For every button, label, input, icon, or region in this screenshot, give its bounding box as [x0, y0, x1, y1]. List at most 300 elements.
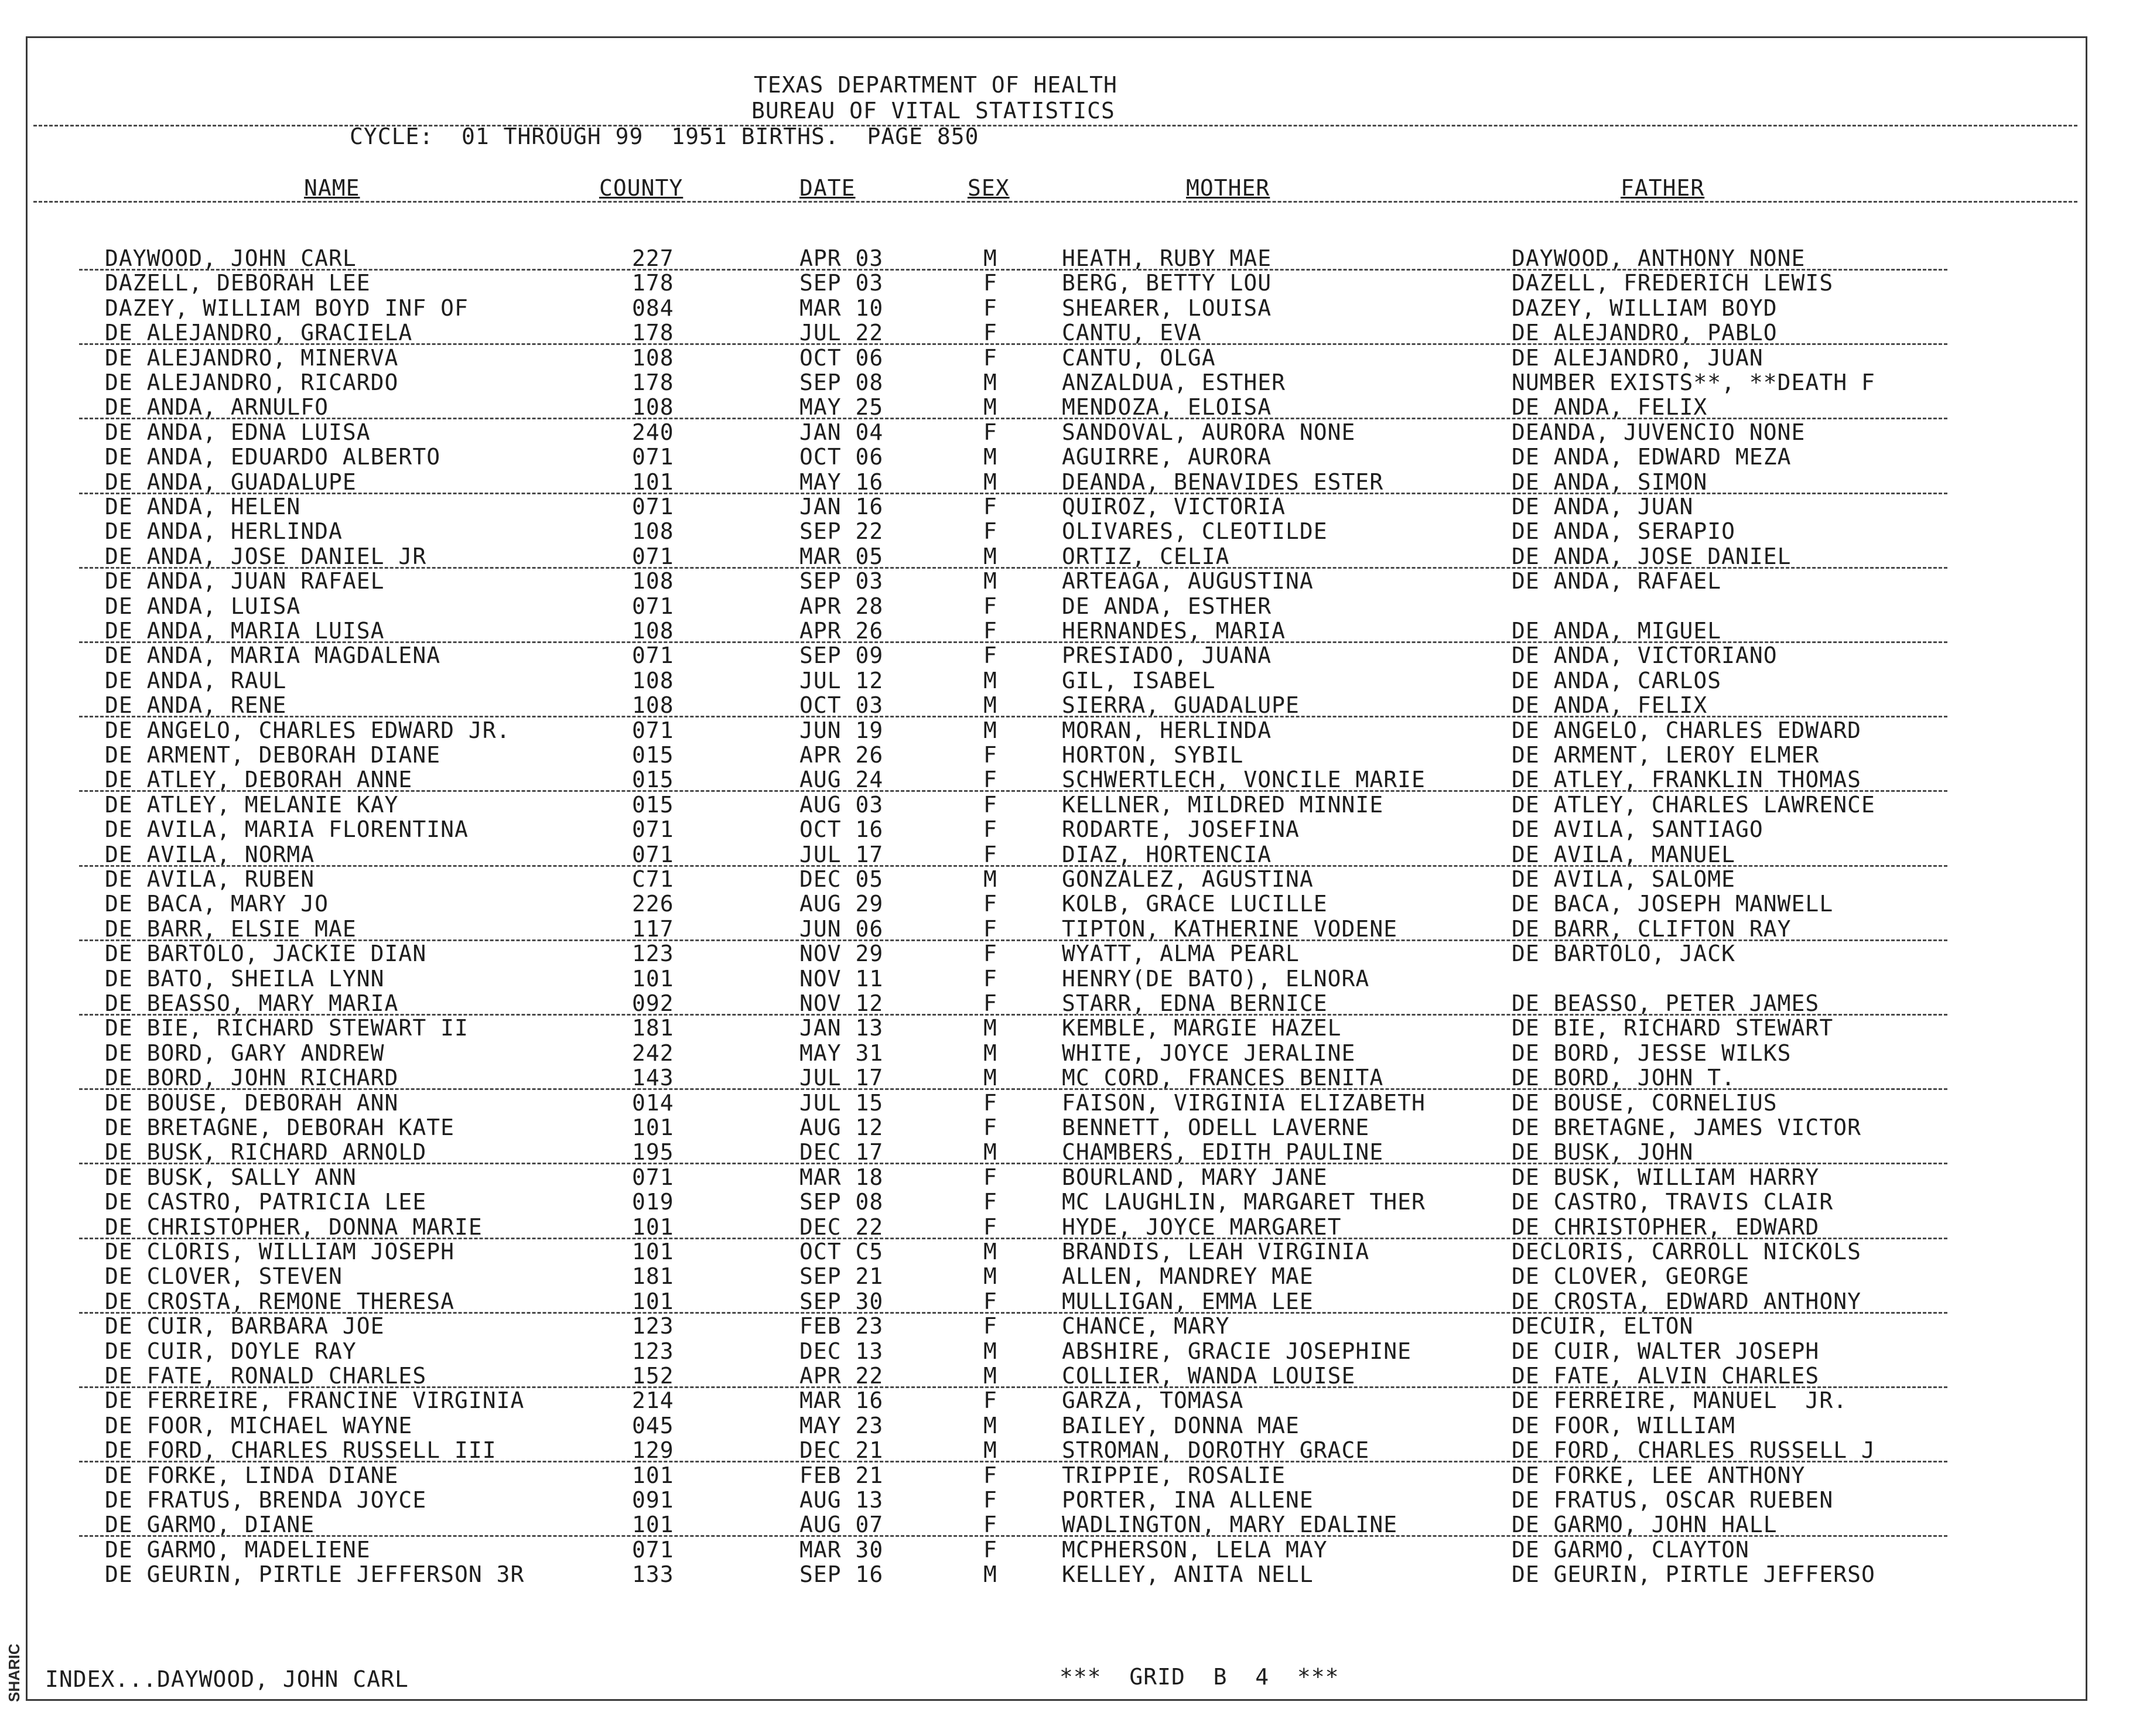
table-row — [28, 495, 2086, 520]
table-row — [28, 569, 2086, 594]
row-sex: M — [983, 667, 997, 693]
row-name: DE ANDA, EDUARDO ALBERTO — [105, 444, 441, 470]
table-row — [28, 1016, 2086, 1041]
table-row — [28, 942, 2086, 966]
row-father: DE ANDA, VICTORIANO — [1512, 643, 1778, 669]
row-mother: BAILEY, DONNA MAE — [1062, 1412, 1300, 1438]
row-father: DE CHRISTOPHER, EDWARD — [1512, 1214, 1820, 1240]
row-name: DE ALEJANDRO, MINERVA — [105, 344, 399, 371]
row-county: 092 — [632, 990, 674, 1016]
table-row — [28, 1215, 2086, 1240]
row-date: OCT 06 — [799, 344, 884, 371]
row-name: DAYWOOD, JOHN CARL — [105, 245, 357, 271]
row-sex: M — [983, 692, 997, 719]
row-father: DE FOOR, WILLIAM — [1512, 1412, 1736, 1438]
row-mother: MENDOZA, ELOISA — [1062, 394, 1272, 421]
row-father: DAYWOOD, ANTHONY NONE — [1512, 245, 1806, 271]
row-name: DE BRETAGNE, DEBORAH KATE — [105, 1115, 454, 1140]
row-name: DE GARMO, DIANE — [105, 1512, 315, 1538]
row-mother: KEMBLE, MARGIE HAZEL — [1062, 1015, 1342, 1041]
side-label: SHARIC — [5, 1643, 23, 1702]
record-list — [28, 38, 2086, 1699]
header-title: TEXAS DEPARTMENT OF HEALTH — [754, 72, 1117, 98]
row-mother: PORTER, INA ALLENE — [1062, 1487, 1314, 1513]
row-name: DE FERREIRE, FRANCINE VIRGINIA — [105, 1388, 525, 1414]
row-name: DE CUIR, DOYLE RAY — [105, 1338, 357, 1364]
row-mother: DIAZ, HORTENCIA — [1062, 841, 1272, 867]
table-row — [28, 1339, 2086, 1364]
row-sex: M — [983, 1412, 997, 1438]
row-date: SEP 30 — [799, 1288, 884, 1314]
row-date: SEP 08 — [799, 370, 884, 395]
row-sex: M — [983, 543, 997, 569]
row-name: DE ANDA, MARIA MAGDALENA — [105, 643, 441, 669]
table-row — [28, 619, 2086, 644]
row-mother: STROMAN, DOROTHY GRACE — [1062, 1437, 1370, 1464]
row-name: DE CASTRO, PATRICIA LEE — [105, 1189, 427, 1215]
row-sex: F — [983, 295, 997, 321]
row-county: 195 — [632, 1139, 674, 1166]
row-county: 071 — [632, 444, 674, 470]
row-mother: BERG, BETTY LOU — [1062, 270, 1272, 296]
table-row — [28, 1364, 2086, 1389]
row-name: DE ANDA, JOSE DANIEL JR — [105, 543, 427, 569]
row-date: MAY 16 — [799, 469, 884, 495]
row-county: 045 — [632, 1412, 674, 1438]
report-page — [26, 36, 2087, 1701]
row-mother: SANDOVAL, AURORA NONE — [1062, 419, 1356, 445]
row-mother: DE ANDA, ESTHER — [1062, 593, 1272, 619]
row-name: DE ANDA, MARIA LUISA — [105, 618, 385, 644]
table-row — [28, 644, 2086, 668]
row-county: 178 — [632, 270, 674, 296]
row-county: 101 — [632, 1462, 674, 1488]
row-mother: WHITE, JOYCE JERALINE — [1062, 1040, 1356, 1066]
table-row — [28, 1066, 2086, 1091]
row-father: DE BOUSE, CORNELIUS — [1512, 1089, 1778, 1116]
row-father: DE ANDA, EDWARD MEZA — [1512, 444, 1792, 470]
row-mother: GARZA, TOMASA — [1062, 1388, 1244, 1414]
row-date: FEB 23 — [799, 1313, 884, 1339]
row-date: NOV 12 — [799, 990, 884, 1016]
row-name: DE BEASSO, MARY MARIA — [105, 990, 399, 1016]
table-row — [28, 1488, 2086, 1513]
row-sex: F — [983, 1089, 997, 1116]
row-county: 101 — [632, 1115, 674, 1140]
row-father: DE BUSK, WILLIAM HARRY — [1512, 1164, 1820, 1190]
table-row — [28, 818, 2086, 842]
row-county: 101 — [632, 965, 674, 992]
row-father: DE CASTRO, TRAVIS CLAIR — [1512, 1189, 1834, 1215]
row-mother: CHANCE, MARY — [1062, 1313, 1230, 1339]
row-county: 123 — [632, 1338, 674, 1364]
row-mother: BRANDIS, LEAH VIRGINIA — [1062, 1239, 1370, 1265]
row-mother: GONZALEZ, AGUSTINA — [1062, 866, 1314, 892]
table-row — [28, 1389, 2086, 1413]
row-county: 101 — [632, 1214, 674, 1240]
table-row — [28, 967, 2086, 992]
table-row — [28, 1414, 2086, 1438]
row-sex: F — [983, 891, 997, 917]
row-father: DE GEURIN, PIRTLE JEFFERSO — [1512, 1561, 1875, 1588]
footer-grid: *** GRID B 4 *** — [1059, 1664, 1339, 1690]
row-sex: M — [983, 1139, 997, 1166]
row-sex: F — [983, 965, 997, 992]
row-county: 129 — [632, 1437, 674, 1464]
row-father: DE ANDA, JUAN — [1512, 494, 1694, 520]
table-row — [28, 768, 2086, 792]
table-row — [28, 1290, 2086, 1314]
row-county: 084 — [632, 295, 674, 321]
row-mother: ALLEN, MANDREY MAE — [1062, 1263, 1314, 1290]
row-date: JAN 13 — [799, 1015, 884, 1041]
row-mother: RODARTE, JOSEFINA — [1062, 816, 1300, 843]
row-sex: M — [983, 1040, 997, 1066]
row-father: DE ARMENT, LEROY ELMER — [1512, 742, 1820, 768]
row-father: DE FATE, ALVIN CHARLES — [1512, 1363, 1820, 1389]
row-sex: F — [983, 1512, 997, 1538]
row-sex: F — [983, 518, 997, 545]
row-sex: M — [983, 1338, 997, 1364]
table-row — [28, 917, 2086, 942]
table-row — [28, 321, 2086, 346]
row-father: DE CUIR, WALTER JOSEPH — [1512, 1338, 1820, 1364]
row-name: DE BARTOLO, JACKIE DIAN — [105, 941, 427, 967]
row-sex: M — [983, 444, 997, 470]
row-county: 071 — [632, 1164, 674, 1190]
row-name: DE FORKE, LINDA DIANE — [105, 1462, 399, 1488]
row-date: DEC 22 — [799, 1214, 884, 1240]
table-row — [28, 1091, 2086, 1116]
row-mother: BENNETT, ODELL LAVERNE — [1062, 1115, 1370, 1140]
row-name: DE ANGELO, CHARLES EDWARD JR. — [105, 717, 511, 743]
row-father: DE BACA, JOSEPH MANWELL — [1512, 891, 1834, 917]
row-mother: HERNANDES, MARIA — [1062, 618, 1286, 644]
row-sex: F — [983, 791, 997, 818]
row-name: DE BUSK, SALLY ANN — [105, 1164, 357, 1190]
row-father: DE ATLEY, CHARLES LAWRENCE — [1512, 791, 1875, 818]
row-county: 071 — [632, 717, 674, 743]
row-county: 123 — [632, 941, 674, 967]
row-mother: CANTU, OLGA — [1062, 344, 1216, 371]
row-county: 226 — [632, 891, 674, 917]
row-county: 101 — [632, 1288, 674, 1314]
row-county: 015 — [632, 767, 674, 793]
row-mother: ABSHIRE, GRACIE JOSEPHINE — [1062, 1338, 1411, 1364]
row-father: DE CLOVER, GEORGE — [1512, 1263, 1749, 1290]
row-sex: M — [983, 1015, 997, 1041]
cycle-line: CYCLE: 01 THROUGH 99 1951 BIRTHS. PAGE 850 — [350, 124, 979, 149]
header-subtitle: BUREAU OF VITAL STATISTICS — [751, 98, 1115, 124]
row-father: DAZELL, FREDERICH LEWIS — [1512, 270, 1834, 296]
row-sex: F — [983, 270, 997, 296]
row-date: AUG 29 — [799, 891, 884, 917]
row-county: 019 — [632, 1189, 674, 1215]
row-father: DE AVILA, MANUEL — [1512, 841, 1736, 867]
row-father: DE ALEJANDRO, PABLO — [1512, 320, 1778, 346]
row-date: SEP 21 — [799, 1263, 884, 1290]
row-sex: F — [983, 1164, 997, 1190]
col-header-county: COUNTY — [599, 175, 683, 201]
row-mother: MCPHERSON, LELA MAY — [1062, 1536, 1328, 1563]
row-sex: F — [983, 841, 997, 867]
row-mother: TIPTON, KATHERINE VODENE — [1062, 915, 1398, 942]
col-header-sex: SEX — [968, 175, 1010, 201]
row-father: DE FORD, CHARLES RUSSELL J — [1512, 1437, 1875, 1464]
row-name: DE ANDA, RENE — [105, 692, 287, 719]
row-name: DE ANDA, ARNULFO — [105, 394, 329, 421]
row-name: DE FOOR, MICHAEL WAYNE — [105, 1412, 413, 1438]
row-sex: F — [983, 767, 997, 793]
row-father: DE ANGELO, CHARLES EDWARD — [1512, 717, 1861, 743]
row-date: NOV 29 — [799, 941, 884, 967]
row-father: DE ALEJANDRO, JUAN — [1512, 344, 1763, 371]
table-row — [28, 271, 2086, 296]
row-county: 071 — [632, 643, 674, 669]
row-date: SEP 16 — [799, 1561, 884, 1588]
row-county: 071 — [632, 841, 674, 867]
row-mother: SHEARER, LOUISA — [1062, 295, 1272, 321]
row-date: AUG 13 — [799, 1487, 884, 1513]
row-sex: F — [983, 742, 997, 768]
table-row — [28, 867, 2086, 892]
row-county: 101 — [632, 469, 674, 495]
row-sex: F — [983, 320, 997, 346]
row-mother: SCHWERTLECH, VONCILE MARIE — [1062, 767, 1426, 793]
row-date: OCT 03 — [799, 692, 884, 719]
row-date: MAY 25 — [799, 394, 884, 421]
row-name: DE BARR, ELSIE MAE — [105, 915, 357, 942]
row-county: 014 — [632, 1089, 674, 1116]
row-name: DAZELL, DEBORAH LEE — [105, 270, 371, 296]
row-mother: KOLB, GRACE LUCILLE — [1062, 891, 1328, 917]
row-sex: F — [983, 593, 997, 619]
row-date: APR 28 — [799, 593, 884, 619]
row-mother: TRIPPIE, ROSALIE — [1062, 1462, 1286, 1488]
table-row — [28, 371, 2086, 395]
row-county: 071 — [632, 1536, 674, 1563]
row-sex: F — [983, 618, 997, 644]
row-father: DEANDA, JUVENCIO NONE — [1512, 419, 1806, 445]
row-sex: F — [983, 915, 997, 942]
table-row — [28, 296, 2086, 321]
table-row — [28, 470, 2086, 495]
row-father: DE ANDA, SERAPIO — [1512, 518, 1736, 545]
row-sex: M — [983, 568, 997, 594]
table-row — [28, 445, 2086, 470]
row-father: DE ANDA, RAFAEL — [1512, 568, 1722, 594]
table-row — [28, 1438, 2086, 1463]
row-name: DE ANDA, RAUL — [105, 667, 287, 693]
row-sex: M — [983, 1437, 997, 1464]
table-row — [28, 719, 2086, 743]
row-sex: F — [983, 990, 997, 1016]
row-county: 108 — [632, 667, 674, 693]
row-sex: M — [983, 1263, 997, 1290]
row-date: OCT C5 — [799, 1239, 884, 1265]
table-row — [28, 693, 2086, 718]
row-mother: HYDE, JOYCE MARGARET — [1062, 1214, 1342, 1240]
row-mother: CHAMBERS, EDITH PAULINE — [1062, 1139, 1384, 1166]
row-father: DE BARTOLO, JACK — [1512, 941, 1736, 967]
row-date: JAN 16 — [799, 494, 884, 520]
row-name: DAZEY, WILLIAM BOYD INF OF — [105, 295, 469, 321]
row-date: MAR 10 — [799, 295, 884, 321]
row-father: DE BRETAGNE, JAMES VICTOR — [1512, 1115, 1861, 1140]
row-name: DE FATE, RONALD CHARLES — [105, 1363, 427, 1389]
row-county: 101 — [632, 1239, 674, 1265]
row-date: APR 26 — [799, 618, 884, 644]
table-row — [28, 669, 2086, 693]
table-row — [28, 1314, 2086, 1339]
row-father: DE FORKE, LEE ANTHONY — [1512, 1462, 1806, 1488]
row-father: DE CROSTA, EDWARD ANTHONY — [1512, 1288, 1861, 1314]
row-date: SEP 08 — [799, 1189, 884, 1215]
row-date: DEC 13 — [799, 1338, 884, 1364]
row-county: 117 — [632, 915, 674, 942]
col-header-father: FATHER — [1621, 175, 1705, 201]
row-date: APR 22 — [799, 1363, 884, 1389]
row-sex: F — [983, 1189, 997, 1215]
row-county: 214 — [632, 1388, 674, 1414]
row-date: JUN 06 — [799, 915, 884, 942]
row-father: DE ANDA, FELIX — [1512, 692, 1708, 719]
row-county: 108 — [632, 692, 674, 719]
row-mother: WYATT, ALMA PEARL — [1062, 941, 1300, 967]
row-county: 108 — [632, 344, 674, 371]
row-county: 015 — [632, 742, 674, 768]
row-mother: STARR, EDNA BERNICE — [1062, 990, 1328, 1016]
row-name: DE BACA, MARY JO — [105, 891, 329, 917]
row-county: 071 — [632, 816, 674, 843]
row-name: DE BORD, GARY ANDREW — [105, 1040, 385, 1066]
row-father: DE BUSK, JOHN — [1512, 1139, 1694, 1166]
row-name: DE ALEJANDRO, RICARDO — [105, 370, 399, 395]
row-father: DE AVILA, SALOME — [1512, 866, 1736, 892]
row-date: OCT 16 — [799, 816, 884, 843]
row-father: DE FRATUS, OSCAR RUEBEN — [1512, 1487, 1834, 1513]
table-row — [28, 545, 2086, 569]
row-name: DE BUSK, RICHARD ARNOLD — [105, 1139, 427, 1166]
row-father: DE GARMO, CLAYTON — [1512, 1536, 1749, 1563]
row-name: DE ALEJANDRO, GRACIELA — [105, 320, 413, 346]
row-county: 143 — [632, 1065, 674, 1091]
row-date: MAR 05 — [799, 543, 884, 569]
row-sex: M — [983, 717, 997, 743]
table-row — [28, 247, 2086, 271]
row-date: AUG 24 — [799, 767, 884, 793]
row-father: DAZEY, WILLIAM BOYD — [1512, 295, 1778, 321]
row-date: AUG 03 — [799, 791, 884, 818]
row-county: 133 — [632, 1561, 674, 1588]
row-mother: OLIVARES, CLEOTILDE — [1062, 518, 1328, 545]
row-date: JUL 12 — [799, 667, 884, 693]
row-sex: F — [983, 1536, 997, 1563]
row-father: DE ANDA, JOSE DANIEL — [1512, 543, 1792, 569]
row-name: DE BIE, RICHARD STEWART II — [105, 1015, 469, 1041]
row-father: DE ANDA, MIGUEL — [1512, 618, 1722, 644]
row-name: DE GARMO, MADELIENE — [105, 1536, 371, 1563]
row-father: DE ATLEY, FRANKLIN THOMAS — [1512, 767, 1861, 793]
row-mother: MORAN, HERLINDA — [1062, 717, 1272, 743]
row-father: DE BARR, CLIFTON RAY — [1512, 915, 1792, 942]
row-mother: KELLEY, ANITA NELL — [1062, 1561, 1314, 1588]
row-sex: F — [983, 494, 997, 520]
row-mother: HEATH, RUBY MAE — [1062, 245, 1272, 271]
table-row — [28, 1041, 2086, 1066]
row-county: 227 — [632, 245, 674, 271]
footer-index: INDEX...DAYWOOD, JOHN CARL — [45, 1666, 409, 1692]
row-date: APR 26 — [799, 742, 884, 768]
row-name: DE ARMENT, DEBORAH DIANE — [105, 742, 441, 768]
table-row — [28, 594, 2086, 619]
row-name: DE CLORIS, WILLIAM JOSEPH — [105, 1239, 454, 1265]
table-row — [28, 743, 2086, 768]
row-county: 071 — [632, 543, 674, 569]
row-name: DE ANDA, LUISA — [105, 593, 301, 619]
row-mother: WADLINGTON, MARY EDALINE — [1062, 1512, 1398, 1538]
row-sex: F — [983, 1214, 997, 1240]
row-mother: FAISON, VIRGINIA ELIZABETH — [1062, 1089, 1426, 1116]
row-father: NUMBER EXISTS**, **DEATH F — [1512, 370, 1875, 395]
row-date: JUN 19 — [799, 717, 884, 743]
table-row — [28, 395, 2086, 420]
table-row — [28, 1563, 2086, 1587]
row-date: JAN 04 — [799, 419, 884, 445]
row-date: MAR 30 — [799, 1536, 884, 1563]
row-sex: F — [983, 1313, 997, 1339]
row-sex: F — [983, 1487, 997, 1513]
row-county: 152 — [632, 1363, 674, 1389]
row-sex: M — [983, 394, 997, 421]
table-row — [28, 1538, 2086, 1563]
table-row — [28, 1464, 2086, 1488]
row-date: JUL 17 — [799, 1065, 884, 1091]
row-mother: KELLNER, MILDRED MINNIE — [1062, 791, 1384, 818]
row-county: 178 — [632, 370, 674, 395]
row-mother: ARTEAGA, AUGUSTINA — [1062, 568, 1314, 594]
row-date: OCT 06 — [799, 444, 884, 470]
table-row — [28, 793, 2086, 818]
row-date: DEC 05 — [799, 866, 884, 892]
row-mother: CANTU, EVA — [1062, 320, 1202, 346]
col-header-mother: MOTHER — [1186, 175, 1270, 201]
row-date: JUL 15 — [799, 1089, 884, 1116]
row-mother: MC LAUGHLIN, MARGARET THER — [1062, 1189, 1426, 1215]
row-county: C71 — [632, 866, 674, 892]
row-name: DE BATO, SHEILA LYNN — [105, 965, 385, 992]
row-father: DE BIE, RICHARD STEWART — [1512, 1015, 1834, 1041]
row-county: 240 — [632, 419, 674, 445]
row-mother: BOURLAND, MARY JANE — [1062, 1164, 1328, 1190]
row-mother: GIL, ISABEL — [1062, 667, 1216, 693]
row-name: DE CUIR, BARBARA JOE — [105, 1313, 385, 1339]
row-sex: F — [983, 1462, 997, 1488]
row-father: DE BORD, JESSE WILKS — [1512, 1040, 1792, 1066]
row-date: DEC 21 — [799, 1437, 884, 1464]
table-row — [28, 843, 2086, 867]
row-county: 181 — [632, 1015, 674, 1041]
row-date: MAR 16 — [799, 1388, 884, 1414]
row-name: DE AVILA, NORMA — [105, 841, 315, 867]
row-date: SEP 09 — [799, 643, 884, 669]
row-date: FEB 21 — [799, 1462, 884, 1488]
row-name: DE CROSTA, REMONE THERESA — [105, 1288, 454, 1314]
row-county: 071 — [632, 593, 674, 619]
row-name: DE ANDA, HERLINDA — [105, 518, 343, 545]
row-sex: F — [983, 1288, 997, 1314]
table-row — [28, 346, 2086, 371]
